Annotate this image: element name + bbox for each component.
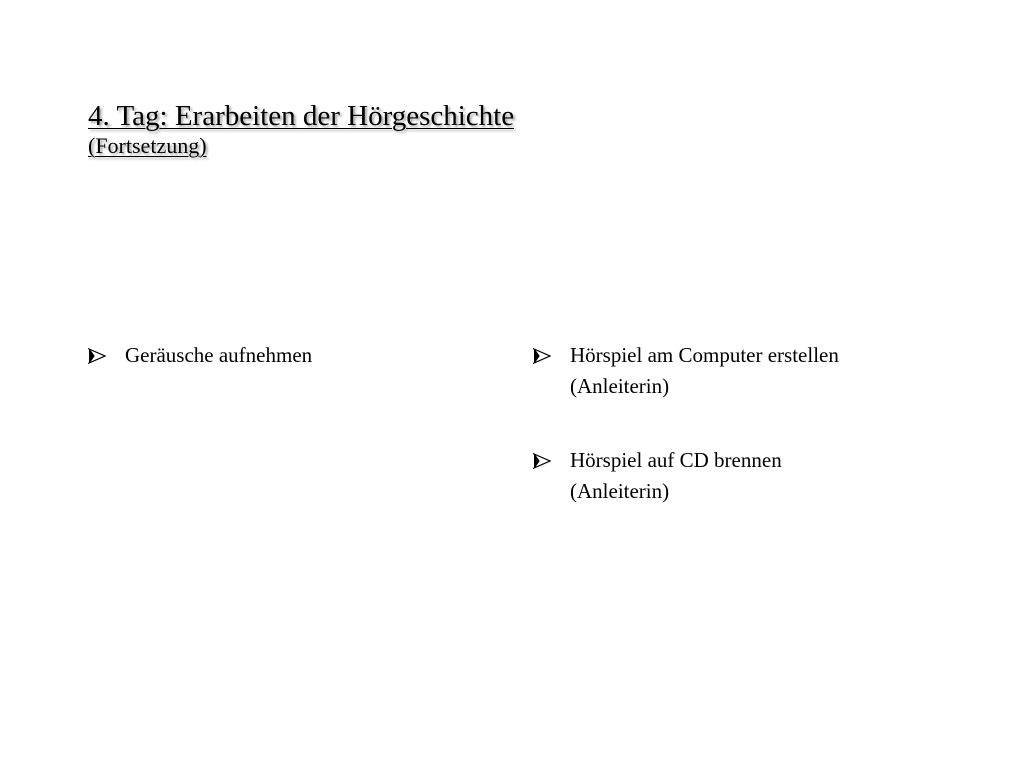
bullet-item [533, 445, 973, 507]
bullet-line: Hörspiel am Computer erstellen [570, 343, 839, 367]
slide-subtitle: (Fortsetzung) [88, 133, 207, 158]
bullet-item [88, 340, 488, 371]
slide-title-block [88, 98, 514, 158]
bullet-line: (Anleiterin) [570, 479, 670, 503]
bullet-line: Hörspiel auf CD brennen [570, 448, 782, 472]
left-bullet-column [88, 340, 488, 371]
arrow-bullet-icon [533, 340, 570, 371]
bullet-line: Geräusche aufnehmen [125, 343, 313, 367]
slide-title: 4. Tag: Erarbeiten der Hörgeschichte [88, 100, 515, 132]
bullet-text [125, 340, 312, 371]
bullet-text [570, 340, 839, 402]
right-bullet-column [533, 340, 973, 507]
bullet-item [533, 340, 973, 402]
bullet-text [570, 445, 782, 507]
arrow-bullet-icon [88, 340, 125, 371]
arrow-bullet-icon [533, 445, 570, 476]
bullet-line: (Anleiterin) [570, 374, 670, 398]
